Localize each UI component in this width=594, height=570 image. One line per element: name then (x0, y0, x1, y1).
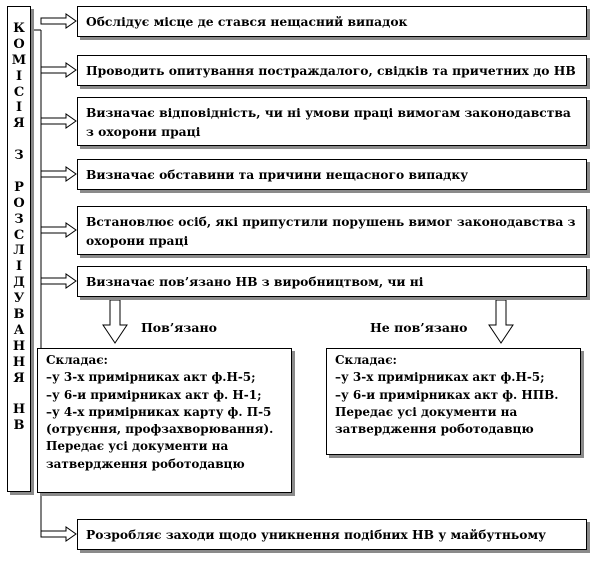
step-prevention (77, 519, 587, 550)
commission-letter: І (15, 100, 23, 116)
commission-letter: Р (14, 179, 24, 195)
panel-related (37, 348, 292, 493)
branch-label-not-related: Не пов’язано (370, 320, 468, 335)
commission-letter: М (11, 52, 27, 68)
commission-letter: О (13, 36, 25, 52)
commission-label (8, 21, 30, 434)
commission-letter: А (13, 322, 25, 338)
step-inspect-site (77, 6, 587, 37)
panel-line: Складає: (335, 353, 397, 367)
commission-letter: С (13, 227, 25, 243)
right-arrow (41, 223, 76, 237)
commission-letter: О (13, 195, 25, 211)
step-text: Визначає пов’язано НВ з виробництвом, чи ні (86, 273, 424, 289)
right-arrow (41, 63, 76, 77)
commission-letter (8, 386, 30, 402)
commission-letter: Д (13, 275, 25, 291)
commission-letter: З (14, 211, 24, 227)
panel-line: (отруєння, профзахворювання). (46, 422, 274, 437)
step-responsible (77, 206, 587, 255)
panel-not-related (326, 348, 581, 455)
commission-letter: З (14, 148, 24, 164)
commission-letter: Я (13, 370, 25, 386)
panel-line: –у 4-х примірниках карту ф. П-5 (46, 404, 272, 419)
commission-letter: Н (12, 402, 26, 418)
step-work-related (77, 266, 587, 297)
step-text: Обслідує місце де стався нещасний випадок (86, 13, 408, 29)
panel-line: затвердження роботодавцю (335, 422, 534, 437)
panel-line: –у 3-х примірниках акт ф.Н-5; (46, 370, 256, 385)
commission-letter: У (13, 291, 25, 307)
commission-letter: В (13, 307, 25, 323)
commission-letter: К (13, 21, 25, 36)
panel-line: затвердження роботодавцю (46, 456, 245, 471)
commission-letter: С (13, 84, 25, 100)
commission-box (7, 6, 31, 492)
commission-letter: Я (13, 116, 25, 132)
right-arrow (41, 527, 76, 541)
step-interview (77, 55, 587, 86)
step-text: Проводить опитування постраждалого, свідків та причетних до НВ (86, 62, 576, 78)
step-text: Розробляє заходи щодо уникнення подібних НВ у майбутньому (86, 526, 547, 542)
step-text: Встановлює осіб, які припустили порушень вимог законодавства з охорони праці (86, 213, 576, 248)
step-text: Визначає обставини та причини нещасного випадку (86, 166, 469, 182)
panel-line: –у 3-х примірниках акт ф.Н-5; (335, 370, 545, 385)
down-arrow-right (489, 300, 513, 343)
commission-letter: В (13, 418, 25, 434)
commission-letter (8, 132, 30, 148)
panel-line: Складає: (46, 353, 108, 367)
right-arrow (41, 274, 76, 288)
branch-label-related: Пов’язано (141, 320, 217, 335)
right-arrow (41, 167, 76, 181)
commission-letter: Н (12, 354, 26, 370)
panel-line: –у 6-и примірниках акт ф. Н-1; (46, 387, 262, 402)
commission-letter (8, 164, 30, 180)
step-text: Визначає відповідність, чи ні умови праці вимогам законодавства з охорони праці (86, 104, 571, 139)
right-arrow (41, 14, 76, 28)
panel-line: Передає усі документи на (335, 404, 518, 419)
down-arrow-left (103, 300, 127, 343)
panel-line: Передає усі документи на (46, 439, 229, 454)
right-arrow (41, 114, 76, 128)
step-compliance (77, 97, 587, 146)
commission-letter: І (15, 68, 23, 84)
step-circumstances (77, 159, 587, 190)
commission-letter: Л (13, 243, 25, 259)
panel-line: –у 6-и примірниках акт ф. НПВ. (335, 387, 559, 402)
commission-letter: І (15, 259, 23, 275)
commission-letter: Н (12, 338, 26, 354)
